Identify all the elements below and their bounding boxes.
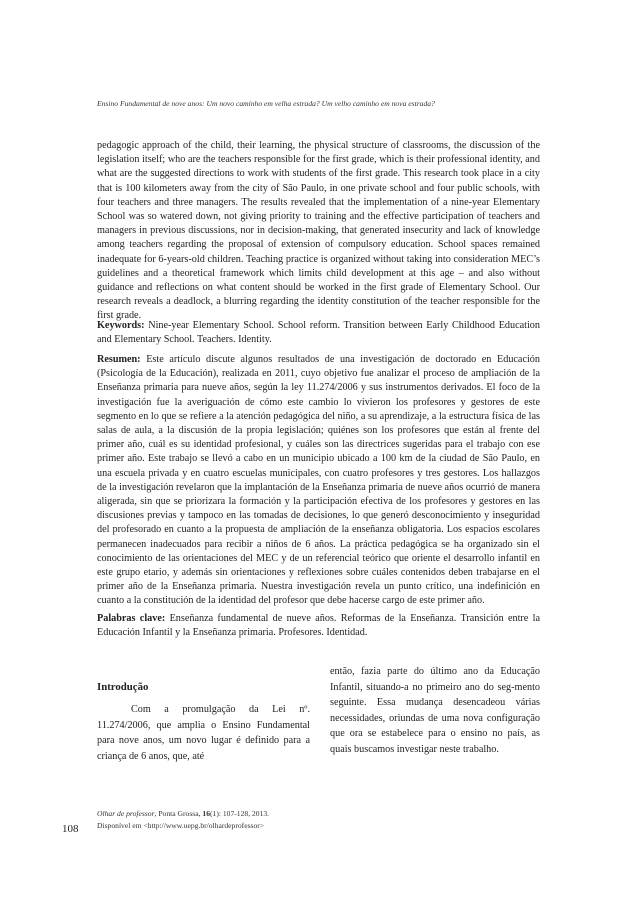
footer-citation-line (97, 808, 417, 820)
section-heading-introducao: Introdução (97, 681, 149, 693)
palabras-clave-text: Enseñanza fundamental de nueve años. Reformas de la Enseñanza. Transición entre la Educación Infantil y la Enseñanza primaria. Profesores. Identidad. (97, 613, 540, 639)
keywords-paragraph (97, 319, 540, 347)
intro-column-right: então, fazia parte do último ano da Educação Infantil, situando-a no primeiro ano do seg-mento seguinte. Essa mudança desencadeou várias necessidades, oriundas de uma nova configuração que ora se estabelece para o ensino no país, as quais buscamos investigar neste trabalho. (330, 666, 540, 755)
running-header: Ensino Fundamental de nove anos: Um novo caminho em velha estrada? Um velho caminho em nova estrada? (97, 99, 435, 108)
resumen-paragraph (97, 353, 540, 609)
footer-availability: Disponível em <http://www.uepg.br/olhardeprofessor> (97, 821, 265, 830)
resumen-text: Este artículo discute algunos resultados de una investigación de doctorado en Educación (Psicología de la Educación), realizada en 2011, cuyo objetivo fue analizar el proceso de ampliación de la Enseñanza primaria para nueve años, según la ley 11.274/2006 y sus instrumentos derivados. El foco de la investigación fue la averiguación de cómo este cambio lo vivieron los profesores y gestores de este segmento en lo que se refiere a la atención pedagógica del niño, a su aprendizaje, a la estructura física de las salas de aula, a la discusión de la propia legislación; quiénes son los profesores que están al frente del primer año, cuál es su identidad profesional, y cuáles son las directrices sugeridas para el trabajo con ese primer año. Este trabajo se llevó a cabo en un municipio ubicado a 100 km de la ciudad de São Paulo, en una escuela privada y en cuatro escuelas municipales, con cuatro profesores y tres gestores. Los hallazgos de la investigación revelaron que la implantación de la Enseñanza primaria de nueve años ocurrió de manera aligerada, sin que se priorizara la formación y la participación efectiva de los profesores y gestores en las discusiones previas y tampoco en las tomadas de decisiones, lo que generó desconocimiento y inseguridad del profesorado en cuanto a la propuesta de ampliación de la enseñanza obligatoria. Los espacios escolares permanecen inadecuados para recibir a niños de 6 años. La práctica pedagógica se ha organizado sin el conocimiento de las orientaciones del MEC y de un referencial teórico que oriente el desarrollo infantil en este grupo etario, y además sin orientaciones y reflexiones sobre cuáles contenidos deben trabajarse en el primer año de la Enseñanza primaria. Nuestra investigación revela un punto crítico, una indefinición en cuanto a la constitución de la identidad del profesor que debe hacerse cargo de este primer año. (97, 354, 540, 607)
footer-volume: 16 (202, 809, 211, 818)
abstract-paragraph: pedagogic approach of the child, their learning, the physical structure of classrooms, the discussion of the legislation itself; who are the teachers responsible for the first grade, which is their professional identity, and what are the suggested directions to work with students of the first grade. This research took place in a city that is 100 kilometers away from the city of São Paulo, in one private school and four public schools, with four teachers and three managers. The results revealed that the implementation of a nine-year Elementary School was so watered down, not giving priority to training and the effective participation of teachers and managers in previous discussions, nor in decision-making, that generated insecurity and lack of knowledge among teachers regarding the proposal of extension of compulsory education. School spaces remained inadequate for 6-years-old children. Teaching practice is organized without taking into consideration MEC’s guidelines and a theoretical framework which limits child development at this age – and also without guidance and reflections on what content should be worked in the first grade of Elementary School. Our research reveals a deadlock, a blurring regarding the identity constitution of the teacher responsible for the first grade. (97, 140, 540, 322)
page-number: 108 (62, 823, 79, 835)
palabras-clave-paragraph (97, 612, 540, 640)
footer-citation-post: (1): 107-128, 2013. (210, 809, 270, 818)
resumen-label: Resumen: (97, 354, 141, 365)
keywords-text: Nine-year Elementary School. School reform. Transition between Early Childhood Education and Elementary School. Teachers. Identity. (97, 320, 540, 346)
footer-citation-pre: , Ponta Grossa, (154, 809, 203, 818)
palabras-clave-label: Palabras clave: (97, 613, 166, 624)
footer-journal-name: Olhar de professor (97, 809, 155, 818)
intro-column-left: Com a promulgação da Lei nº. 11.274/2006, que amplia o Ensino Fundamental para nove anos, um novo lugar é definido para a criança de 6 anos, que, até (97, 704, 310, 762)
keywords-label: Keywords: (97, 320, 145, 331)
footer-citation (97, 808, 417, 832)
